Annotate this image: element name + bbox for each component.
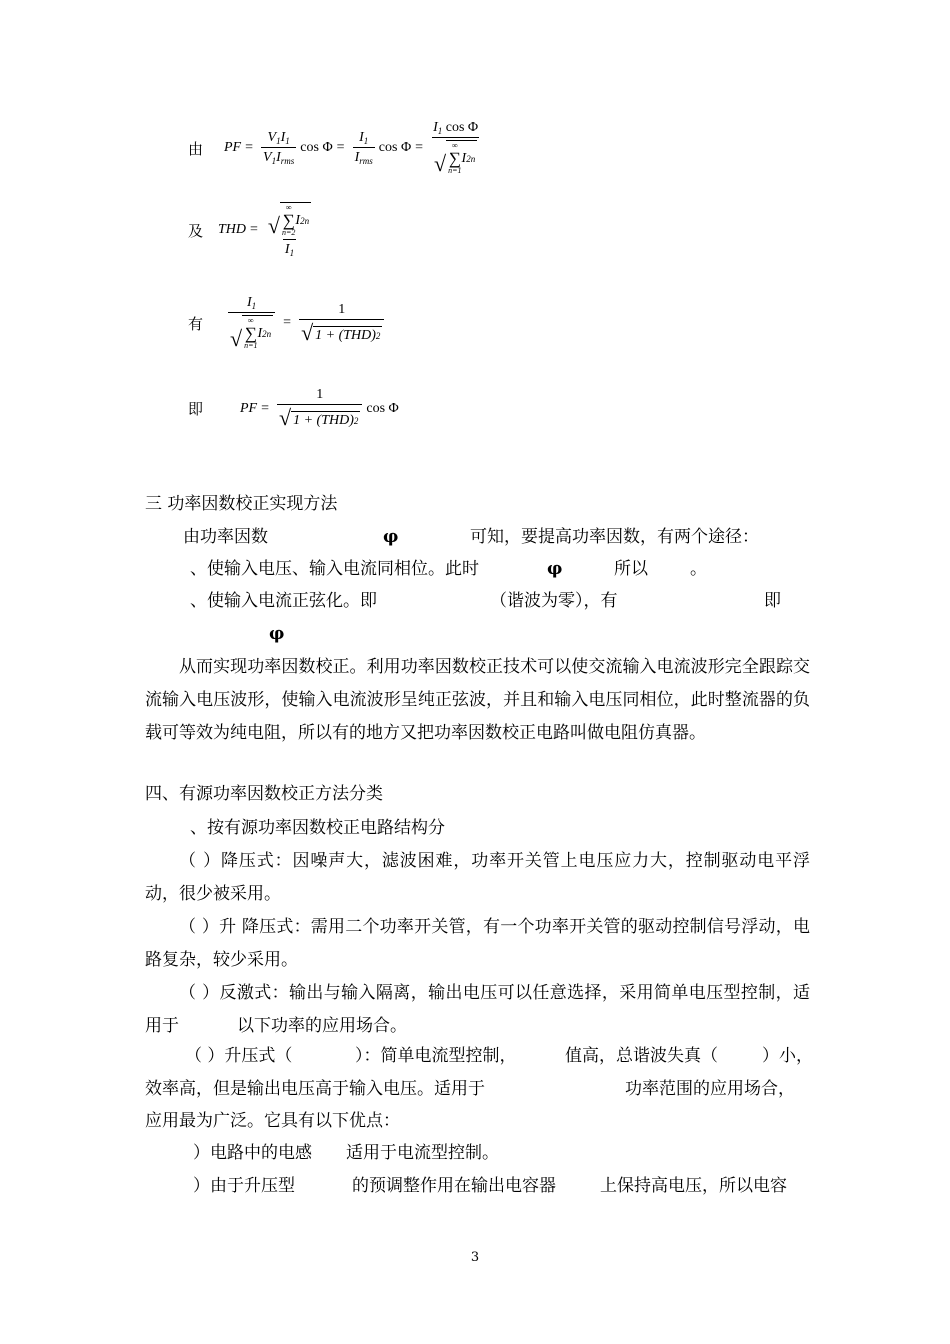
formula-thd-definition: 及 THD = √ ∞ ∑ n=2 I 2 n $I_1$ bbox=[188, 202, 317, 258]
formula-pf-definition: 由 PF = $\frac{V_1I_1}{V_1I_{rms}}$ cos Φ = $\frac{I_1}{I_{rms}}$ cos Φ = $I_1$ cos Φ √ ∞ ∑ n=1 I 2 n bbox=[188, 120, 479, 176]
section-3-line-1: 由功率因数 bbox=[183, 527, 268, 547]
phi-symbol: φ bbox=[547, 559, 563, 579]
formula-pf-thd: 即 PF = 1 √ 1 + (THD) 2 cos Φ bbox=[188, 387, 399, 430]
fraction-v1i1-over-v1irms: $\frac{V_1I_1}{V_1I_{rms}}$ bbox=[263, 130, 295, 166]
advantage-2-b: 的预调整作用在输出电容器 bbox=[352, 1176, 556, 1196]
fraction-i1-over-sqrt-sum: $I_1$ √ ∞ ∑ n=1 I 2 n bbox=[228, 295, 275, 351]
section-3-line-2-end: 。 bbox=[690, 559, 707, 579]
formula-label: 即 bbox=[188, 402, 204, 418]
section-3-line-3: 、使输入电流正弦化。即 bbox=[190, 591, 377, 611]
section-3-line-1-tail: 可知，要提高功率因数，有两个途径： bbox=[470, 527, 759, 547]
formula-i1-ratio: 有 $I_1$ √ ∞ ∑ n=1 I 2 n = 1 √ 1 + (THD) 2 bbox=[188, 295, 388, 351]
section-3-line-3-mid: （谐波为零），有 bbox=[490, 591, 618, 611]
section-4-item-4-line-2a: 效率高，但是输出电压高于输入电压。适用于 bbox=[145, 1079, 485, 1099]
advantage-2-c: 上保持高电压，所以电容 bbox=[600, 1176, 787, 1196]
advantage-1-b: 适用于电流型控制。 bbox=[346, 1143, 499, 1163]
section-3-line-3-end: 即 bbox=[764, 591, 781, 611]
formula-label: 及 bbox=[188, 223, 204, 240]
phi-symbol: φ bbox=[269, 624, 285, 644]
section-4-item-4-a: （ ）升压式（ bbox=[185, 1046, 293, 1066]
section-3-heading: 三 功率因数校正实现方法 bbox=[145, 494, 338, 514]
fraction-one-over-sqrt-thd: 1 √ 1 + (THD) 2 bbox=[299, 302, 384, 345]
section-4-subheading: 、按有源功率因数校正电路结构分 bbox=[190, 818, 445, 838]
fraction-i1-over-irms: $\frac{I_1}{I_{rms}}$ bbox=[354, 130, 373, 166]
formula-label: 由 bbox=[188, 141, 204, 158]
formula-label: 有 bbox=[188, 316, 204, 333]
section-4-item-4-line-2b: 功率范围的应用场合， bbox=[625, 1079, 795, 1099]
pf-symbol: PF bbox=[224, 140, 242, 155]
fraction-i1cos-over-sqrt-sum: $I_1$ cos Φ √ ∞ ∑ n=1 I 2 n bbox=[433, 120, 479, 176]
fraction-one-over-sqrt-thd: 1 √ 1 + (THD) 2 bbox=[277, 387, 362, 430]
thd-symbol: THD bbox=[218, 222, 247, 237]
fraction-thd: √ ∞ ∑ n=2 I 2 n $I_1$ bbox=[267, 203, 310, 258]
phi-symbol: φ bbox=[383, 527, 399, 547]
section-3-line-2-so: 所以 bbox=[614, 559, 648, 579]
section-4-item-2: （ ）升 降压式：需用二个功率开关管，有一个功率开关管的驱动控制信号浮动，电路复杂，较少采用。 bbox=[145, 917, 810, 970]
section-3-line-2: 、使输入电压、输入电流同相位。此时 bbox=[190, 559, 479, 579]
section-4-heading: 四、有源功率因数校正方法分类 bbox=[145, 784, 383, 804]
advantage-2-a: ）由于升压型 bbox=[193, 1176, 295, 1196]
section-4-item-4-b: ）：简单电流型控制， bbox=[355, 1046, 517, 1066]
section-4-item-3: （ ）反激式：输出与输入隔离，输出电压可以任意选择，采用简单电压型控制，适用于 以下功率的应用场合。 bbox=[145, 983, 810, 1036]
section-4-item-4-line-3: 应用最为广泛。它具有以下优点： bbox=[145, 1111, 400, 1131]
section-3-paragraph: 从而实现功率因数校正。利用功率因数校正技术可以使交流输入电流波形完全跟踪交流输入电压波形，使输入电流波形呈纯正弦波，并且和输入电压同相位，此时整流器的负载可等效为纯电阻，所以有的地方又把功率因数校正电路叫做电阻仿真器。 bbox=[145, 657, 810, 743]
advantage-1-a: ）电路中的电感 bbox=[193, 1143, 312, 1163]
section-4-item-1: （ ）降压式：因噪声大，滤波困难，功率开关管上电压应力大，控制驱动电平浮动，很少被采用。 bbox=[145, 851, 810, 904]
page-number: 3 bbox=[470, 1250, 480, 1265]
section-4-item-4-c: 值高，总谐波失真（ bbox=[565, 1046, 718, 1066]
section-4-item-4-d: ）小， bbox=[762, 1046, 813, 1066]
